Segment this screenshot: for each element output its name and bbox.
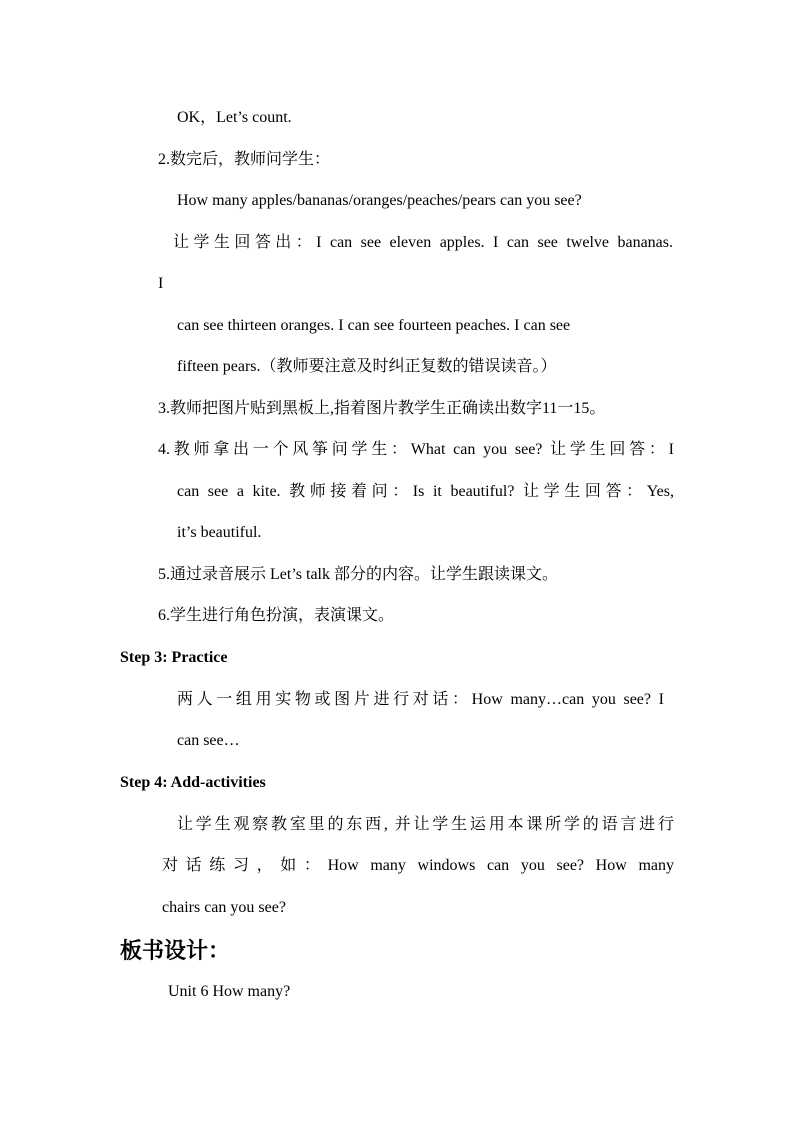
text-line: OK，Let’s count. [177,109,292,126]
text-line: 3.教师把图片贴到黑板上,指着图片教学生正确读出数字11一15。 [158,400,606,417]
section-heading-step-3: Step 3: Practice [120,649,228,666]
text-line: it’s beautiful. [177,524,262,541]
text-line: can see… [177,732,240,749]
text-line: 让学生回答出：I can see eleven apples. I can see twelve bananas. [173,234,673,251]
text-line: 2.数完后，教师问学生： [158,151,331,168]
text-line: I [158,275,164,292]
text-line: 两人一组用实物或图片进行对话：How many…can you see? I [177,691,664,708]
text-line: 6.学生进行角色扮演，表演课文。 [158,607,395,624]
text-line: chairs can you see? [162,899,286,916]
text-line: 4.教师拿出一个风筝问学生：What can you see? 让学生回答：I [158,441,674,458]
text-line: 5.通过录音展示 Let’s talk 部分的内容。让学生跟读课文。 [158,566,558,583]
text-line: can see a kite. 教师接着问：Is it beautiful? 让学生回答：Yes, [177,483,674,500]
text-line: 对话练习，如：How many windows can you see? How many [162,857,674,874]
section-heading-step-4: Step 4: Add-activities [120,774,266,791]
text-line: How many apples/bananas/oranges/peaches/pears can you see? [177,192,582,209]
board-design-heading: 板书设计： [120,938,231,963]
text-line: Unit 6 How many? [168,983,291,1000]
text-line: 让学生观察教室里的东西, 并让学生运用本课所学的语言进行 [177,816,674,833]
text-line: fifteen pears.（教师要注意及时纠正复数的错误读音。） [177,358,557,375]
text-line: can see thirteen oranges. I can see fourteen peaches. I can see [177,317,571,334]
